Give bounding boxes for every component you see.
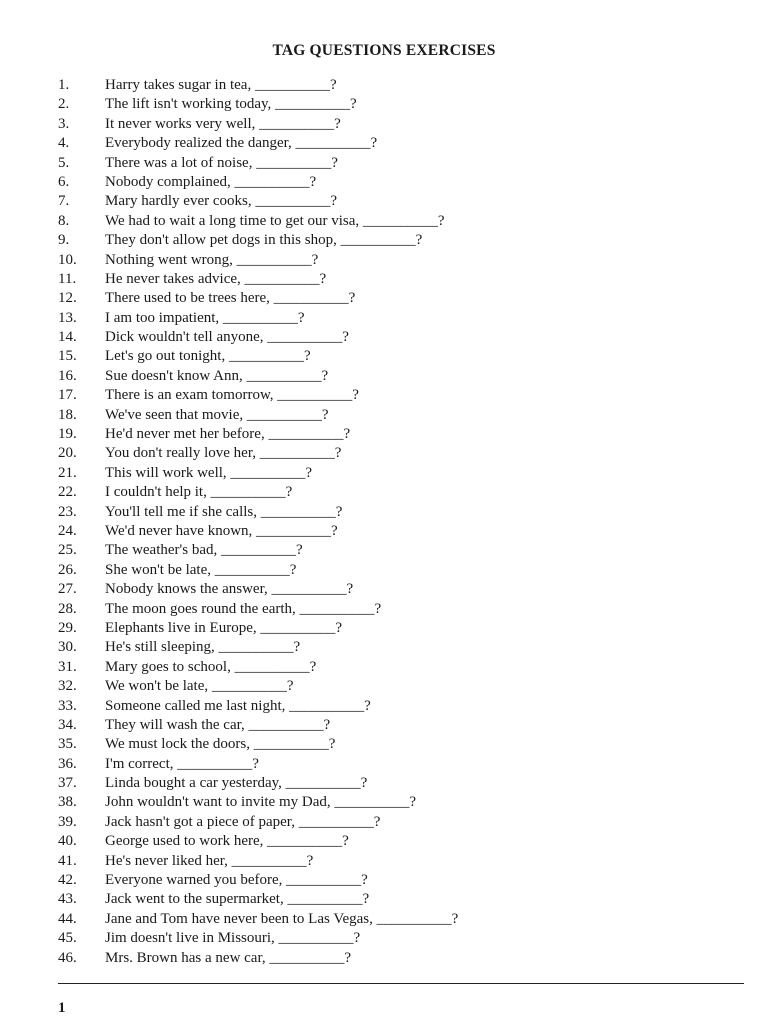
exercise-number: 23.: [58, 503, 77, 520]
footer-divider: [58, 983, 744, 984]
exercise-item: [0, 173, 768, 192]
exercise-number: 37.: [58, 775, 77, 792]
exercise-item: [0, 561, 768, 580]
exercise-item: [0, 832, 768, 851]
exercise-sentence: I am too impatient, __________?: [105, 309, 305, 326]
exercise-item: [0, 192, 768, 211]
exercise-sentence: Nobody knows the answer, __________?: [105, 581, 354, 598]
exercise-sentence: Jane and Tom have never been to Las Vegas, __________?: [105, 910, 459, 927]
exercise-sentence: He'd never met her before, __________?: [105, 426, 351, 443]
exercise-number: 44.: [58, 910, 77, 927]
exercise-number: 26.: [58, 561, 77, 578]
exercise-number: 39.: [58, 813, 77, 830]
exercise-number: 32.: [58, 678, 77, 695]
exercise-item: [0, 464, 768, 483]
exercise-number: 6.: [58, 173, 70, 190]
exercise-item: [0, 328, 768, 347]
exercise-item: [0, 949, 768, 968]
exercise-item: [0, 76, 768, 95]
exercise-sentence: The lift isn't working today, __________?: [105, 96, 357, 113]
exercise-item: [0, 212, 768, 231]
exercise-sentence: Let's go out tonight, __________?: [105, 348, 311, 365]
exercise-sentence: He's never liked her, __________?: [105, 852, 314, 869]
exercise-number: 13.: [58, 309, 77, 326]
exercise-item: [0, 444, 768, 463]
exercise-number: 17.: [58, 387, 77, 404]
exercise-number: 35.: [58, 736, 77, 753]
exercise-item: [0, 251, 768, 270]
exercise-sentence: We've seen that movie, __________?: [105, 406, 329, 423]
exercise-number: 29.: [58, 619, 77, 636]
exercise-item: [0, 755, 768, 774]
exercise-item: [0, 890, 768, 909]
exercise-number: 8.: [58, 212, 70, 229]
exercise-number: 1.: [58, 77, 70, 93]
exercise-number: 40.: [58, 833, 77, 850]
exercise-item: [0, 774, 768, 793]
exercise-item: [0, 677, 768, 696]
exercise-sentence: They don't allow pet dogs in this shop, __________?: [105, 232, 423, 249]
exercise-number: 43.: [58, 891, 77, 908]
exercise-sentence: I couldn't help it, __________?: [105, 484, 293, 501]
exercise-sentence: Jack went to the supermarket, __________?: [105, 891, 370, 908]
exercise-number: 42.: [58, 872, 77, 889]
exercise-item: [0, 619, 768, 638]
exercise-sentence: Linda bought a car yesterday, __________?: [105, 775, 368, 792]
exercise-number: 12.: [58, 290, 77, 307]
exercise-sentence: They will wash the car, __________?: [105, 716, 331, 733]
exercise-number: 41.: [58, 852, 77, 869]
exercise-sentence: I'm correct, __________?: [105, 755, 259, 772]
exercise-item: [0, 793, 768, 812]
exercise-number: 38.: [58, 794, 77, 811]
exercise-number: 14.: [58, 329, 77, 346]
exercise-sentence: Mary goes to school, __________?: [105, 658, 317, 675]
exercise-sentence: Jack hasn't got a piece of paper, __________?: [105, 813, 381, 830]
exercise-sentence: There used to be trees here, __________?: [105, 290, 356, 307]
exercise-sentence: We must lock the doors, __________?: [105, 736, 336, 753]
exercise-item: [0, 154, 768, 173]
exercise-item: [0, 852, 768, 871]
exercise-item: [0, 347, 768, 366]
exercise-number: 10.: [58, 251, 77, 268]
exercise-number: 34.: [58, 716, 77, 733]
exercise-number: 21.: [58, 464, 77, 481]
exercise-item: [0, 503, 768, 522]
exercise-item: [0, 270, 768, 289]
exercise-sentence: We had to wait a long time to get our visa, __________?: [105, 212, 445, 229]
exercise-item: [0, 813, 768, 832]
exercise-number: 9.: [58, 232, 70, 249]
exercise-item: [0, 638, 768, 657]
exercise-sentence: John wouldn't want to invite my Dad, __________?: [105, 794, 417, 811]
exercise-sentence: It never works very well, __________?: [105, 115, 341, 132]
exercise-sentence: Nobody complained, __________?: [105, 173, 317, 190]
exercise-number: 27.: [58, 581, 77, 598]
exercise-sentence: Nothing went wrong, __________?: [105, 251, 319, 268]
exercise-item: [0, 95, 768, 114]
exercise-item: [0, 600, 768, 619]
exercise-sentence: Dick wouldn't tell anyone, __________?: [105, 329, 349, 346]
exercise-number: 2.: [58, 96, 70, 113]
exercise-number: 25.: [58, 542, 77, 559]
exercise-sentence: Elephants live in Europe, __________?: [105, 619, 343, 636]
exercise-number: 15.: [58, 348, 77, 365]
exercise-number: 33.: [58, 697, 77, 714]
exercise-list: [0, 76, 768, 968]
exercise-number: 18.: [58, 406, 77, 423]
exercise-sentence: Everybody realized the danger, __________?: [105, 135, 378, 152]
page-number: 1: [58, 1000, 66, 1016]
exercise-sentence: George used to work here, __________?: [105, 833, 349, 850]
exercise-item: [0, 425, 768, 444]
exercise-item: [0, 541, 768, 560]
exercise-sentence: You don't really love her, __________?: [105, 445, 342, 462]
exercise-sentence: He's still sleeping, __________?: [105, 639, 301, 656]
exercise-number: 31.: [58, 658, 77, 675]
exercise-sentence: There was a lot of noise, __________?: [105, 154, 338, 171]
exercise-number: 22.: [58, 484, 77, 501]
exercise-number: 11.: [58, 270, 77, 287]
exercise-sentence: We won't be late, __________?: [105, 678, 294, 695]
exercise-number: 5.: [58, 154, 70, 171]
exercise-sentence: This will work well, __________?: [105, 464, 313, 481]
exercise-item: [0, 716, 768, 735]
exercise-item: [0, 580, 768, 599]
exercise-item: [0, 386, 768, 405]
exercise-number: 46.: [58, 949, 77, 966]
exercise-sentence: Someone called me last night, __________?: [105, 697, 371, 714]
exercise-item: [0, 483, 768, 502]
exercise-item: [0, 115, 768, 134]
exercise-number: 19.: [58, 426, 77, 443]
exercise-item: [0, 367, 768, 386]
exercise-number: 20.: [58, 445, 77, 462]
exercise-sentence: There is an exam tomorrow, __________?: [105, 387, 359, 404]
exercise-item: [0, 871, 768, 890]
exercise-item: [0, 231, 768, 250]
exercise-sentence: She won't be late, __________?: [105, 561, 297, 578]
exercise-number: 4.: [58, 135, 70, 152]
exercise-sentence: Mary hardly ever cooks, __________?: [105, 193, 338, 210]
exercise-number: 30.: [58, 639, 77, 656]
exercise-item: [0, 697, 768, 716]
exercise-item: [0, 309, 768, 328]
exercise-sentence: The moon goes round the earth, __________?: [105, 600, 382, 617]
exercise-sentence: Sue doesn't know Ann, __________?: [105, 367, 329, 384]
exercise-sentence: Everyone warned you before, __________?: [105, 872, 368, 889]
exercise-sentence: Mrs. Brown has a new car, __________?: [105, 949, 352, 966]
exercise-item: [0, 929, 768, 948]
exercise-number: 36.: [58, 755, 77, 772]
exercise-number: 7.: [58, 193, 70, 210]
exercise-item: [0, 910, 768, 929]
exercise-number: 45.: [58, 930, 77, 947]
exercise-number: 3.: [58, 115, 70, 132]
exercise-number: 24.: [58, 522, 77, 539]
exercise-sentence: Harry takes sugar in tea, __________?: [105, 77, 337, 93]
exercise-sentence: Jim doesn't live in Missouri, __________?: [105, 930, 361, 947]
exercise-sentence: The weather's bad, __________?: [105, 542, 303, 559]
exercise-number: 28.: [58, 600, 77, 617]
page-title: TAG QUESTIONS EXERCISES: [272, 42, 496, 59]
exercise-item: [0, 134, 768, 153]
exercise-item: [0, 406, 768, 425]
exercise-sentence: We'd never have known, __________?: [105, 522, 338, 539]
exercise-item: [0, 289, 768, 308]
exercise-item: [0, 658, 768, 677]
exercise-item: [0, 522, 768, 541]
exercise-item: [0, 735, 768, 754]
exercise-sentence: He never takes advice, __________?: [105, 270, 327, 287]
exercise-sentence: You'll tell me if she calls, __________?: [105, 503, 343, 520]
exercise-number: 16.: [58, 367, 77, 384]
